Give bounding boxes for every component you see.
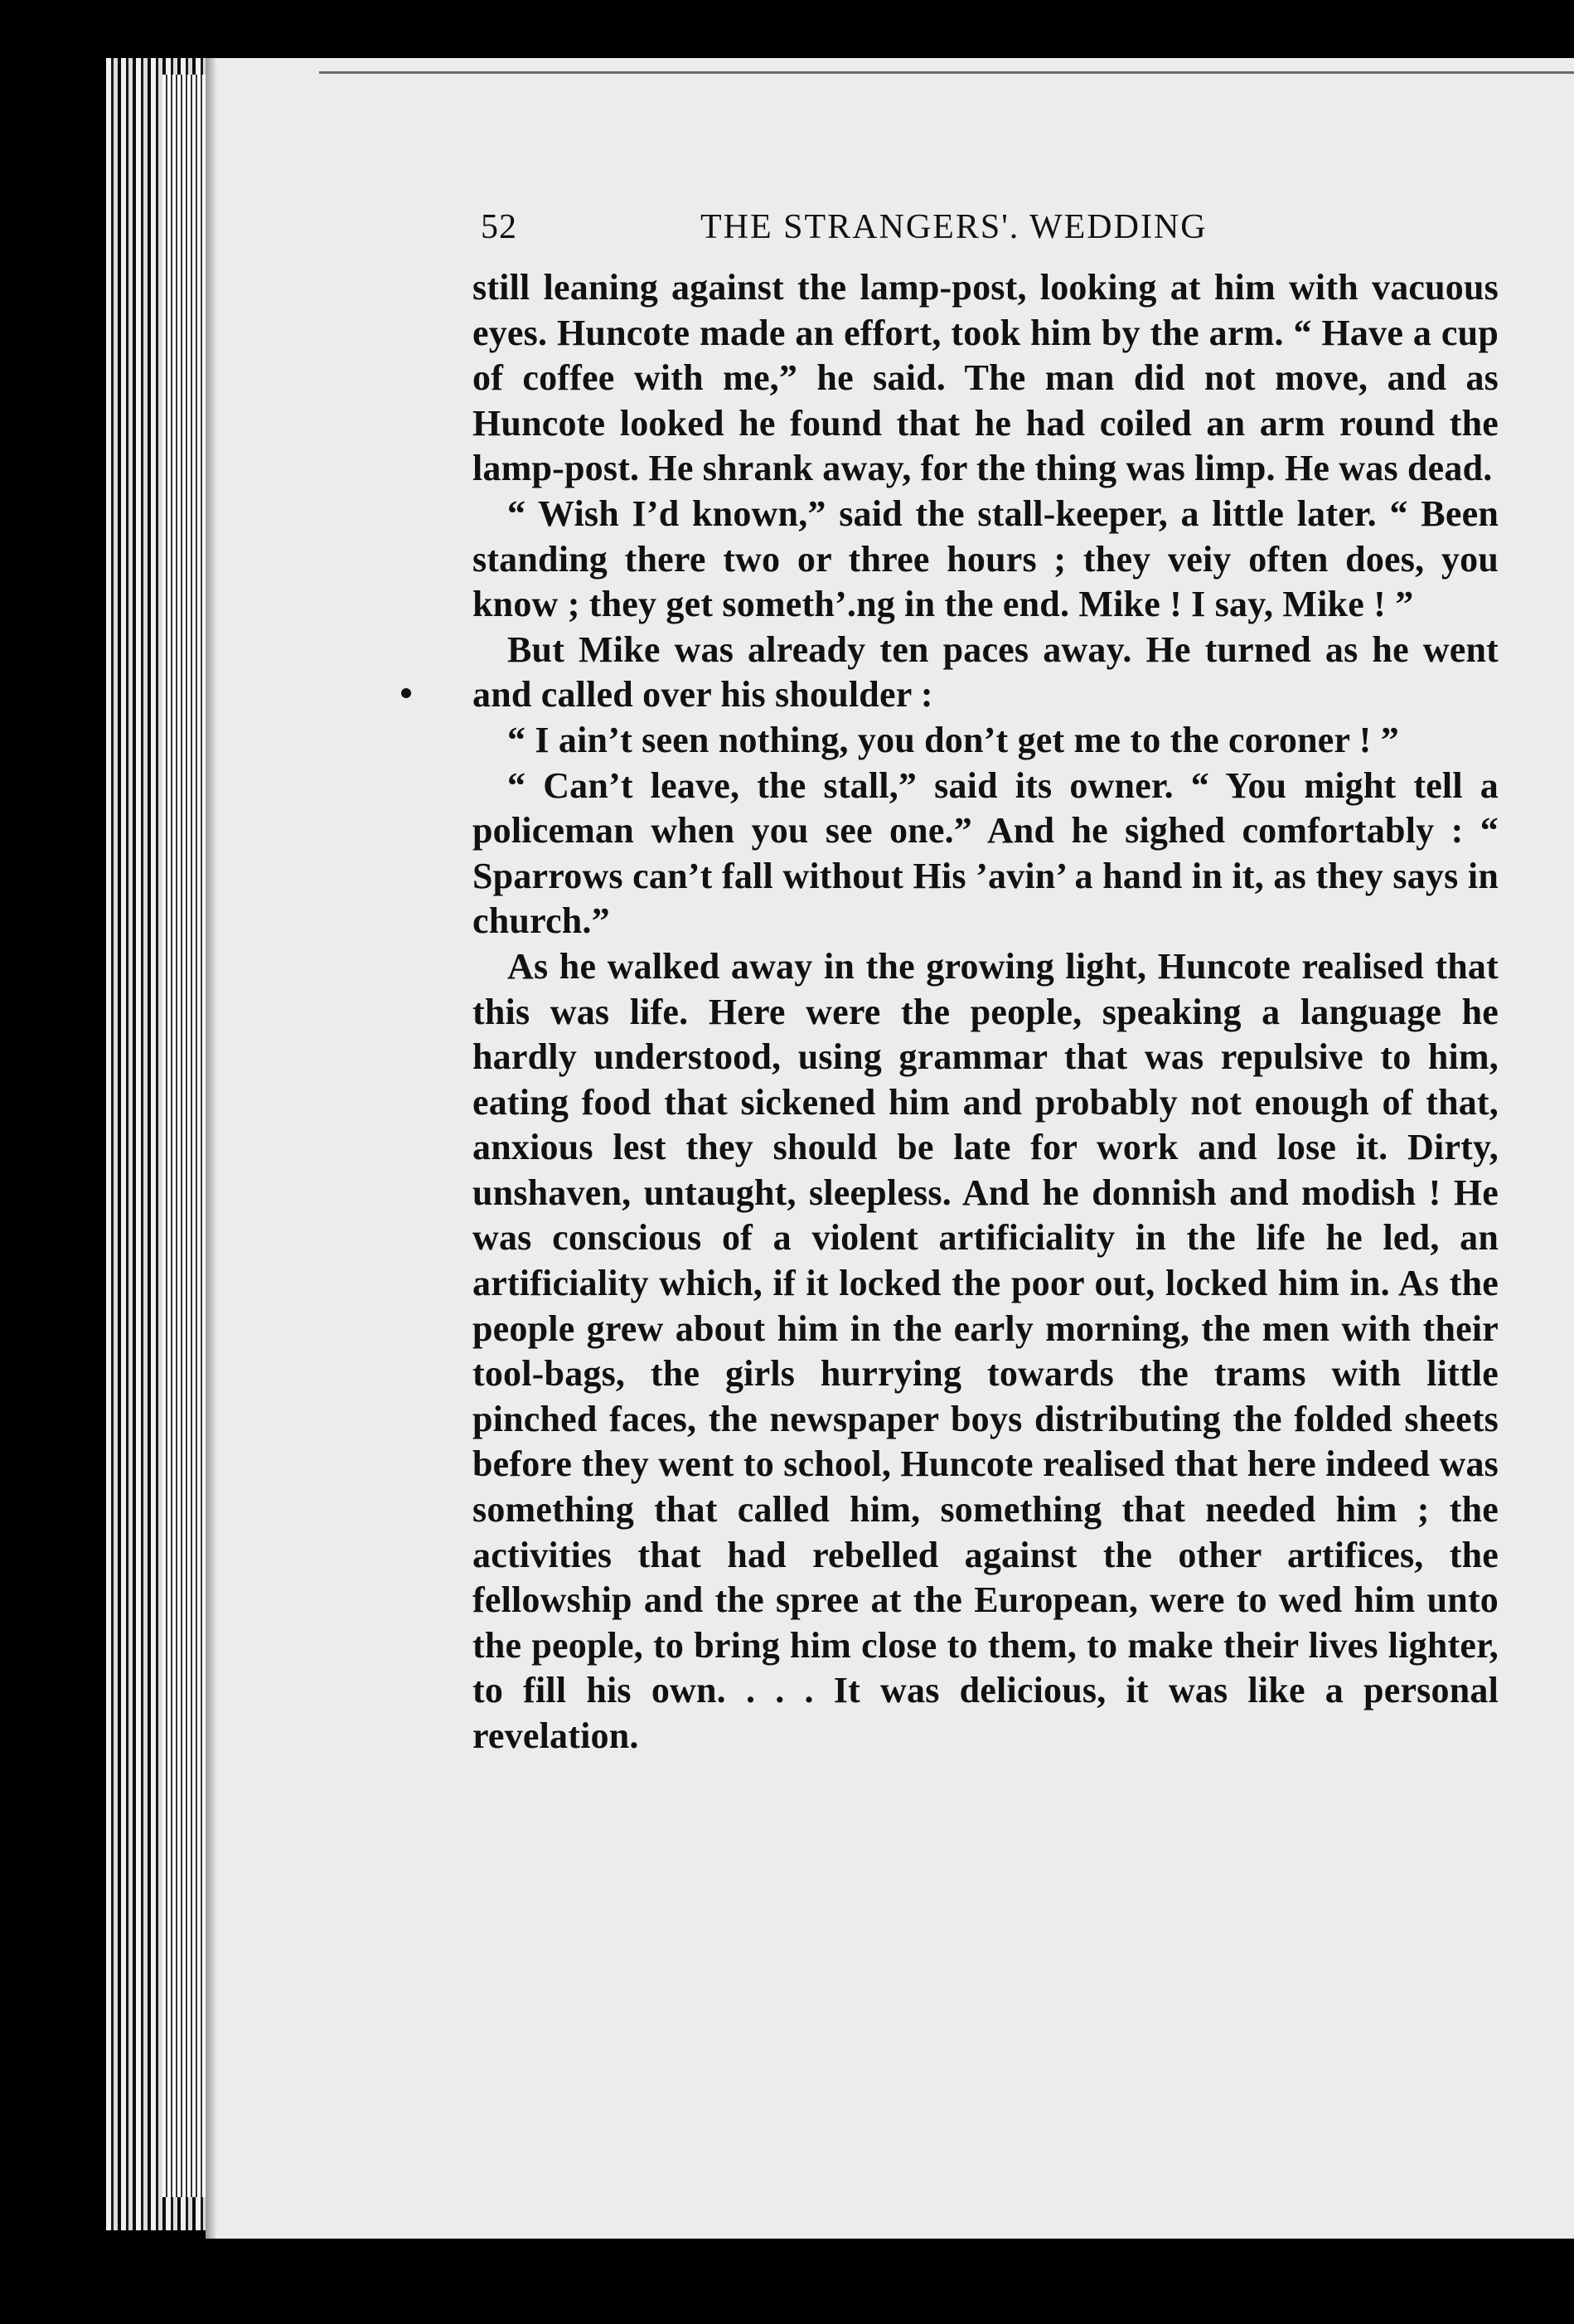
margin-dot-mark [401, 688, 411, 698]
paragraph: “ I ain’t seen nothing, you don’t get me to the coroner ! ” [507, 719, 1399, 760]
page-number: 52 [481, 208, 517, 246]
gutter-shadow [206, 58, 217, 2247]
body-text [472, 265, 1499, 1759]
page-content [472, 207, 1499, 1759]
running-title: THE STRANGERS'. WEDDING [700, 208, 1208, 246]
paragraph: As he walked away in the growing light, Huncote realised that this was life. Here were the people, speaking a language he hardly understood, using grammar that was repulsive to him, eating food that sickened him and probably not enough of that, anxious lest they should be late for work and lose it. Dirty, unshaven, untaught, sleepless. And he donnish and modish ! He was conscious of a violent artificiality in the life he led, an artificiality which, if it locked the poor out, locked him in. As the people grew about him in the early morning, the men with their tool-bags, the girls hurrying towards the trams with little pinched faces, the newspaper boys distributing the folded sheets before they went to school, Huncote realised that here indeed was something that called him, something that needed him ; the activities that had rebelled against the other artifices, the fellowship and the spree at the European, were to wed him unto the people, to bring him close to them, to make their lives lighter, to fill his own. . . . It was delicious, it was like a personal revelation. [472, 945, 1499, 1756]
paragraph: But Mike was already ten paces away. He turned as he went and called over his shoulder : [472, 628, 1499, 716]
page-top-edge [319, 71, 1574, 74]
paragraph: “ Wish I’d known,” said the stall-keeper, a little later. “ Been standing there two or three hours ; they veiy often does, you know ; they get someth’.ng in the end. Mike ! I say, Mike ! ” [472, 492, 1499, 625]
paragraph: still leaning against the lamp-post, looking at him with vacuous eyes. Huncote made an effort, took him by the arm. “ Have a cup of coffee with me,” he said. The man did not move, and as Huncote looked he found that he had coiled an arm round the lamp-post. He shrank away, for the thing was limp. He was dead. [472, 267, 1499, 489]
page-bottom-edge [206, 2239, 1574, 2324]
running-head [472, 207, 1499, 265]
paragraph: “ Can’t leave, the stall,” said its owner. “ You might tell a policeman when you see one.” And he sighed comfortably : “ Sparrows can’t fall without His ’avin’ a hand in it, as they says in church.” [472, 764, 1499, 942]
page-edge-lines [162, 75, 212, 2197]
